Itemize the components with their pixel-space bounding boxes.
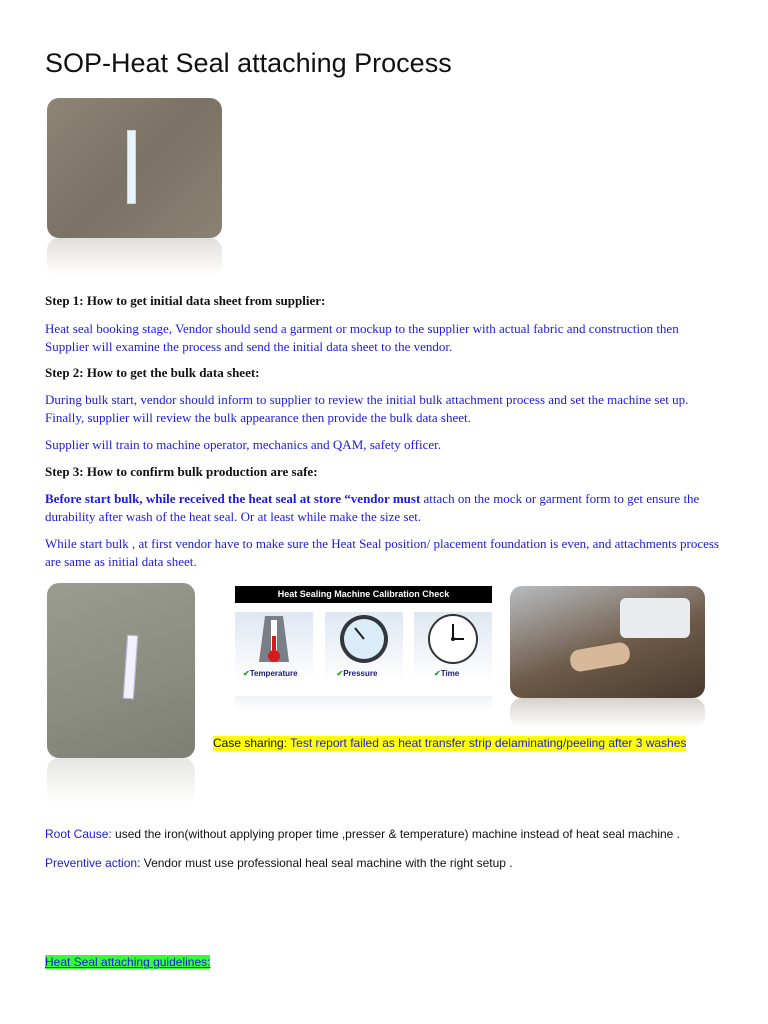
- guidelines-heading: Heat Seal attaching guidelines:: [45, 955, 211, 969]
- case-sharing: [213, 736, 686, 751]
- step3-body-1-rest: attach on the mock or garment form to get ensure the durability after wash of the heat seal. Or at least while make the size set.: [45, 491, 700, 524]
- time-panel: [414, 612, 492, 682]
- step1-heading: Step 1: How to get initial data sheet from supplier:: [45, 293, 326, 308]
- step2-body-1: During bulk start, vendor should inform to supplier to review the initial bulk attachment process and set the machine set up. Finally, supplier will review the bulk appearance then provide the bulk data sheet.: [45, 392, 689, 425]
- fabric-photo-top: [47, 98, 222, 238]
- step1-body: Heat seal booking stage, Vendor should send a garment or mockup to the supplier with actual fabric and construction then Supplier will examine the process and send the initial data sheet to the vendor.: [45, 321, 679, 354]
- peeling-photo-reflection: [47, 758, 195, 804]
- calibration-graphic: [235, 586, 492, 696]
- fabric-photo-reflection: [47, 238, 222, 276]
- pressure-panel: [325, 612, 403, 682]
- preventive-action: [45, 856, 513, 870]
- preventive-action-label: Preventive action: [45, 856, 138, 870]
- temperature-label: Temperature: [249, 669, 298, 678]
- case-sharing-text: : Test report failed as heat transfer strip delaminating/peeling after 3 washes: [283, 736, 687, 750]
- pressure-label: Pressure: [343, 669, 378, 678]
- page-title: SOP-Heat Seal attaching Process: [45, 48, 452, 78]
- check-icon: ✔: [434, 669, 441, 678]
- check-icon: ✔: [243, 669, 250, 678]
- preventive-action-text: : Vendor must use professional heal seal machine with the right setup .: [137, 856, 513, 870]
- machine-photo-reflection: [510, 698, 705, 728]
- root-cause-text: used the iron(without applying proper time ,presser & temperature) machine instead of heat seal machine .: [111, 827, 681, 841]
- step3-heading: Step 3: How to confirm bulk production are safe:: [45, 464, 318, 479]
- step3-body-1-bold: Before start bulk, while received the heat seal at store “vendor must: [45, 491, 421, 506]
- step3-body-1: [45, 490, 725, 526]
- step3-body-2: While start bulk , at first vendor have to make sure the Heat Seal position/ placement foundation is even, and attachments process are same as initial data sheet.: [45, 536, 719, 569]
- time-label: Time: [440, 669, 460, 678]
- thermometer-icon: [235, 612, 313, 666]
- check-icon: ✔: [336, 669, 344, 678]
- step2-body-2: Supplier will train to machine operator, mechanics and QAM, safety officer.: [45, 437, 441, 452]
- step2-heading: Step 2: How to get the bulk data sheet:: [45, 365, 260, 380]
- machine-photo: [510, 586, 705, 698]
- calibration-reflection: [235, 696, 492, 712]
- temperature-panel: [235, 612, 313, 682]
- case-sharing-label: Case sharing: [213, 736, 284, 750]
- root-cause-label: Root Cause:: [45, 827, 112, 841]
- peeling-seal-photo: [47, 583, 195, 758]
- clock-icon: [414, 612, 492, 666]
- calibration-title: Heat Sealing Machine Calibration Check: [235, 586, 492, 603]
- pressure-gauge-icon: [325, 612, 403, 666]
- root-cause: [45, 827, 680, 841]
